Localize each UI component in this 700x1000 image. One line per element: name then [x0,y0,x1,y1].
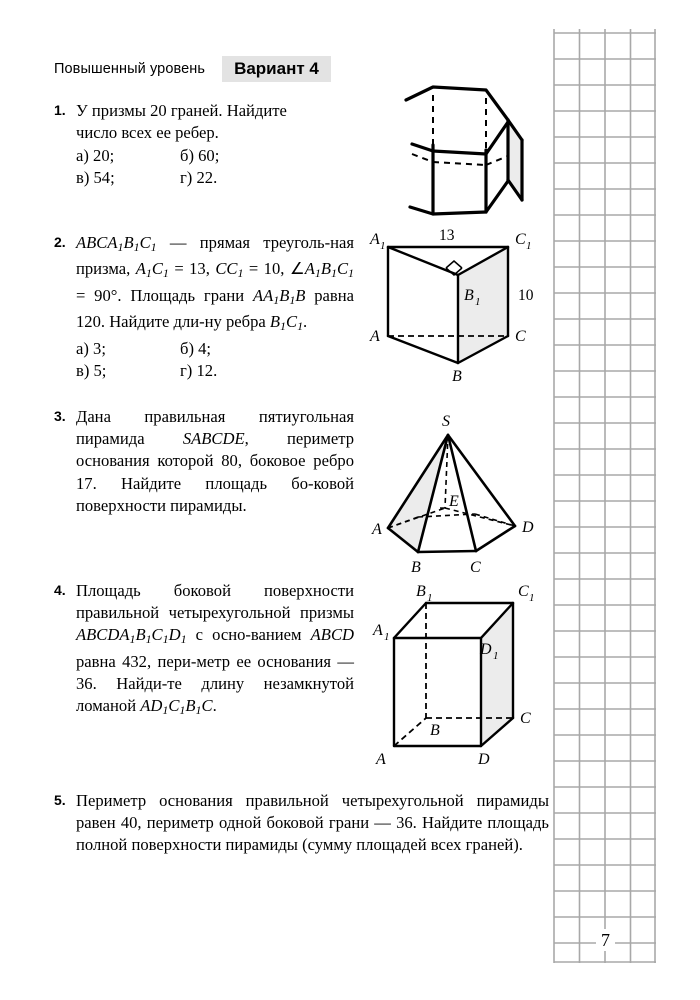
label-A1: A [373,622,383,639]
label-D: D [478,751,490,768]
problem-1-text [76,100,354,188]
label-C1-sub: 1 [529,592,535,604]
option-a[interactable]: а) 20; [76,146,115,166]
page-header [54,56,331,82]
problem-4-number: 4. [54,582,66,598]
problem-4-body: Площадь боковой поверхности правильной четырехугольной призмы $ABCDA_1B_1C_1D_1$ с осно‑ванием ABCD равна 432, пери‑метр ее основания — 36. Найди‑те длину незамкнутой ломаной $AD_1C_1B_1C$. [76,581,354,718]
figure-quadrilateral-prism [368,578,558,778]
problem-2-number: 2. [54,234,66,250]
option-b[interactable]: б) 60; [180,146,220,166]
figure-pentagonal-pyramid [370,404,560,576]
answer-row [76,145,354,167]
answer-row [76,338,354,360]
label-C: C [520,710,531,727]
label-A1: A [370,231,380,248]
label-B1: B [416,583,426,600]
label-D1: D [480,641,492,658]
label-B1-sub: 1 [475,296,481,308]
label-A1-sub: 1 [384,631,390,643]
problem-1-answers [76,145,354,188]
problem-5 [54,790,549,857]
label-B: B [430,722,440,739]
problem-2-text [76,232,354,381]
variant-badge: Вариант 4 [222,56,331,82]
label-D: D [522,519,534,536]
option-a[interactable]: а) 3; [76,339,106,359]
problem-5-text [76,790,549,857]
problem-3-number: 3. [54,408,66,424]
option-v[interactable]: в) 54; [76,167,115,187]
problem-3 [54,406,354,517]
problem-1-line-2: число всех ее ребер. [76,123,219,143]
label-A: A [372,521,382,538]
problem-4-text [76,580,354,721]
label-A1-sub: 1 [380,240,386,252]
answer-row [76,360,354,382]
problem-3-body: Дана правильная пятиугольная пирамида SABCDE, периметр основания которой 80, боковое ребро 17. Найдите площадь бо‑ковой поверхности пирамиды. [76,407,354,515]
label-B1-sub: 1 [427,592,433,604]
answer-row [76,167,354,189]
label-A: A [376,751,386,768]
label-C1: C [515,231,526,248]
page-number: 7 [596,929,615,951]
problem-1 [54,100,354,188]
option-b[interactable]: б) 4; [180,339,212,359]
label-C1-sub: 1 [526,240,532,252]
problem-1-line-1: У призмы 20 граней. Найдите [76,101,287,120]
problem-2-body: $ABCA_1B_1C_1$ — прямая треуголь‑ная призма, $A_1C_1 = 13$, $CC_1 = 10$, $\angle A_1B_1C_1 = 90^\circ$. Площадь грани $AA_1B_1B$ равна 120. Найдите дли‑ну ребра $B_1C_1$. [76,233,355,333]
problem-5-number: 5. [54,792,66,808]
label-C1: C [518,583,529,600]
margin-grid [553,29,656,963]
label-S: S [442,413,450,430]
label-D1-sub: 1 [493,650,499,662]
problem-5-body: Периметр основания правильной четырехугольной пирамиды равен 40, периметр одной боковой грани — 36. Найдите площадь полной поверхности пирамиды (сумму площадей всех граней). [76,791,549,855]
label-E: E [449,493,459,510]
dimension-top: 13 [439,227,455,244]
option-g[interactable]: г) 22. [180,167,218,187]
problem-3-text [76,406,354,517]
label-A: A [370,328,380,345]
figure-triangular-prism [368,227,558,385]
option-g[interactable]: г) 12. [180,360,218,380]
label-C: C [515,328,526,345]
dimension-right: 10 [518,287,534,304]
label-B: B [452,368,462,385]
label-B1: B [464,287,474,304]
label-C: C [470,559,481,576]
option-v[interactable]: в) 5; [76,360,107,380]
figure-hexagonal-prism [398,82,548,217]
problem-4 [54,580,354,721]
problem-2-answers [76,338,354,381]
label-B: B [411,559,421,576]
problem-1-number: 1. [54,102,66,118]
level-label: Повышенный уровень [54,61,206,77]
problem-2 [54,232,354,381]
